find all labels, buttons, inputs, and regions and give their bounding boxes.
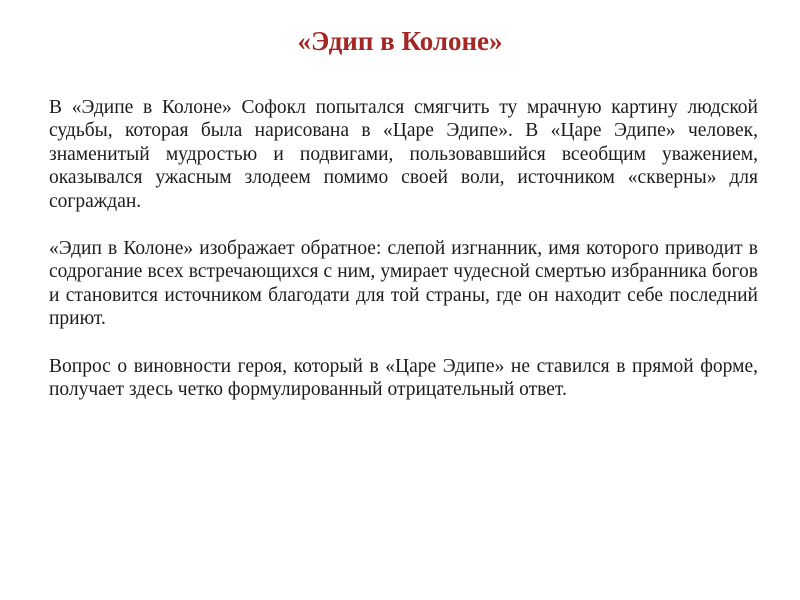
paragraph-3: Вопрос о виновности героя, который в «Царе Эдипе» не ставился в прямой форме, получает здесь четко формулированный отрицательный ответ. (49, 355, 758, 401)
slide-title: «Эдип в Колоне» (297, 26, 503, 56)
paragraph-2: «Эдип в Колоне» изображает обратное: слепой изгнанник, имя которого приводит в содрогание всех встречающихся с ним, умирает чудесной смертью избранника богов и становится источником благодати для той страны, где он находит себе последний приют. (49, 238, 758, 330)
slide-body (49, 96, 758, 401)
paragraph-1: В «Эдипе в Колоне» Софокл попытался смягчить ту мрачную картину людской судьбы, которая была нарисована в «Царе Эдипе». В «Царе Эдипе» человек, знаменитый мудростью и подвигами, пользовавшийся всеобщим уважением, оказывался ужасным злодеем помимо своей воли, источником «скверны» для сограждан. (49, 97, 758, 212)
